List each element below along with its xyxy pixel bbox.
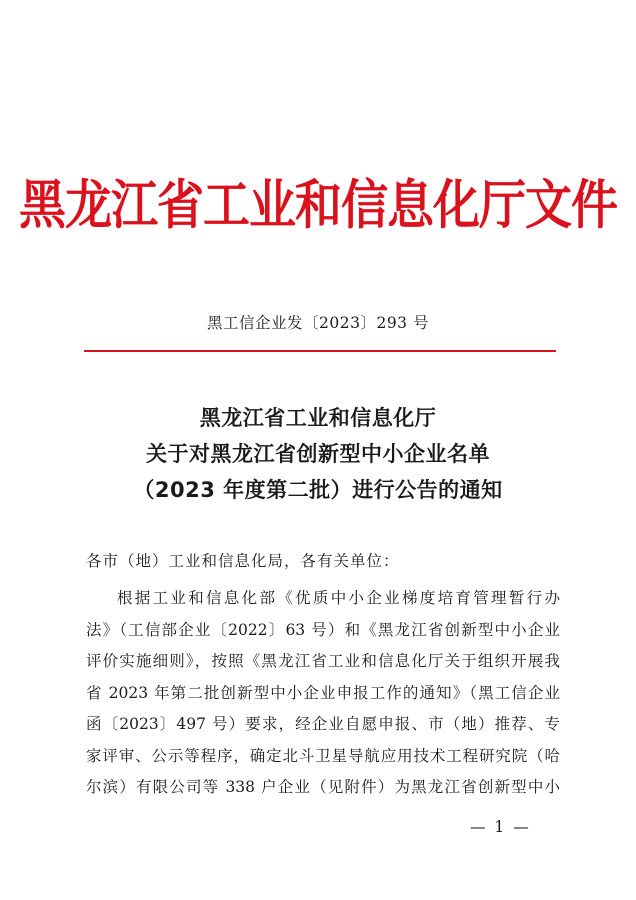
red-separator-rule [84, 350, 556, 352]
body-line: 尔滨）有限公司等 338 户企业（见附件）为黑龙江省创新型中小 [86, 778, 560, 796]
notice-title-line-2: 关于对黑龙江省创新型中小企业名单 [146, 442, 490, 466]
notice-title-line-1: 黑龙江省工业和信息化厅 [199, 406, 437, 430]
addressee: 各市（地）工业和信息化局，各有关单位： [86, 552, 400, 570]
body-line: 根据工业和信息化部《优质中小企业梯度培育管理暂行办 [117, 589, 560, 607]
page-number: — 1 — [470, 818, 531, 836]
body-paragraph [86, 583, 560, 804]
body-line: 函〔2023〕497 号）要求，经企业自愿申报、市（地）推荐、专 [86, 715, 560, 733]
body-line: 评价实施细则》，按照《黑龙江省工业和信息化厅关于组织开展我 [86, 652, 560, 670]
notice-title [0, 400, 636, 508]
notice-title-line-3: （2023 年度第二批）进行公告的通知 [133, 478, 503, 502]
document-number: 黑工信企业发〔2023〕293 号 [207, 314, 429, 332]
body-line: 省 2023 年第二批创新型中小企业申报工作的通知》（黑工信企业 [86, 683, 560, 702]
masthead-title: 黑龙江省工业和信息化厅文件 [19, 174, 617, 237]
body-line: 家评审、公示等程序，确定北斗卫星导航应用技术工程研究院（哈 [86, 746, 560, 765]
body-line: 法》（工信部企业〔2022〕63 号）和《黑龙江省创新型中小企业 [86, 620, 560, 639]
